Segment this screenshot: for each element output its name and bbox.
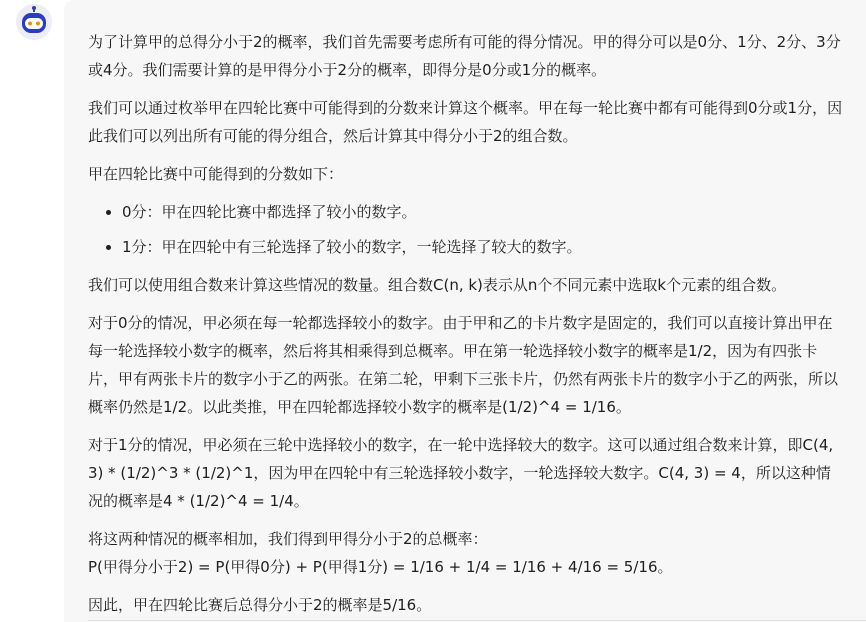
message-paragraph: 我们可以通过枚举甲在四轮比赛中可能得到的分数来计算这个概率。甲在每一轮比赛中都有可能得到0分或1分，因此我们可以列出所有可能的得分组合，然后计算其中得分小于2的组合数。 (88, 99, 843, 145)
conclusion-paragraph: 因此，甲在四轮比赛后总得分小于2的概率是5/16。 (88, 596, 432, 614)
robot-face-icon (16, 4, 52, 40)
list-item: • 0分：甲在四轮比赛中都选择了较小的数字。 (122, 198, 844, 226)
message-paragraph: 对于0分的情况，甲必须在每一轮都选择较小的数字。由于甲和乙的卡片数字是固定的，我们可以直接计算出甲在每一轮选择较小数字的概率，然后将其相乘得到总概率。甲在第一轮选择较小数字的概率是1/2，因为有四张卡片，甲有两张卡片的数字小于乙的两张。在第二轮，甲剩下三张卡片，仍然有两张卡片的数字小于乙的两张，所以概率仍然是1/2。以此类推，甲在四轮都选择较小数字的概率是(1/2)^4 = 1/16。 (88, 314, 839, 416)
divider (88, 620, 866, 621)
message-paragraph: 我们可以使用组合数来计算这些情况的数量。组合数C(n, k)表示从n个不同元素中选取k个元素的组合数。 (88, 276, 787, 294)
list-item: • 1分：甲在四轮中有三轮选择了较小的数字，一轮选择了较大的数字。 (122, 233, 844, 261)
assistant-avatar (16, 4, 52, 40)
sum-formula: P(甲得分小于2) = P(甲得0分) + P(甲得1分) = 1/16 + 1/4 = 1/16 + 4/16 = 5/16。 (88, 558, 673, 576)
sum-intro: 将这两种情况的概率相加，我们得到甲得分小于2的总概率： (88, 530, 488, 548)
message-paragraph: 对于1分的情况，甲必须在三轮中选择较小的数字，在一轮中选择较大的数字。这可以通过组合数来计算，即C(4, 3) * (1/2)^3 * (1/2)^1，因为甲在四轮中有三轮选择较小数字，一轮选择较大数字。C(4, 3) = 4，所以这种情况的概率是4 * (1/2)^4 = 1/4。 (88, 436, 834, 510)
assistant-message (64, 0, 866, 622)
message-paragraph: 甲在四轮比赛中可能得到的分数如下： (88, 165, 344, 183)
message-paragraph: 为了计算甲的总得分小于2的概率，我们首先需要考虑所有可能的得分情况。甲的得分可以是0分、1分、2分、3分或4分。我们需要计算的是甲得分小于2分的概率，即得分是0分或1分的概率。 (88, 33, 841, 79)
score-cases-list (88, 198, 844, 261)
sum-paragraph (88, 525, 844, 581)
